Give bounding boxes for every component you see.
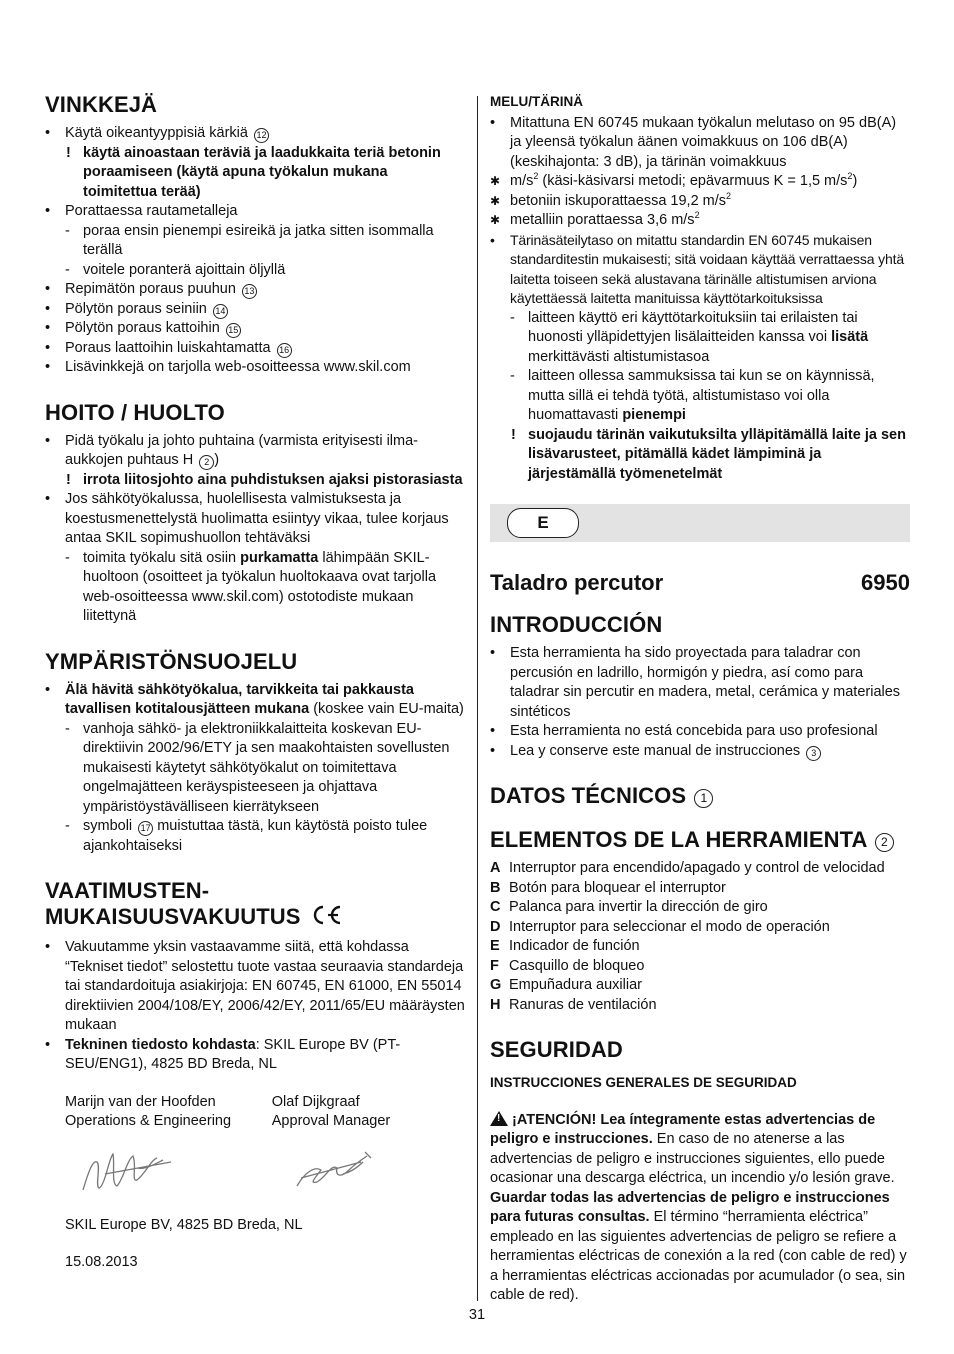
safety-paragraph: !¡ATENCIÓN! Lea íntegramente estas advertencias de peligro e instrucciones. En caso de no atenerse a las advertencias de peligro e instrucciones siguientes, ello puede ocasionar una descarga eléctrica, un incendio y/o lesión grave. Guardar todas las advertencias de peligro e instrucciones para futuras consultas. El término “herramienta eléctrica” empleado en las siguientes advertencias de peligro se refiere a herramientas eléctricas de conexión a la red (con cable de red) y a herramientas eléctricas accionadas por acumulador (o sea, sin cable de red).	[490, 1111, 910, 1306]
part-item	[490, 898, 910, 918]
heading-elementos: ELEMENTOS DE LA HERRAMIENTA 2	[490, 827, 910, 853]
part-item	[490, 996, 910, 1016]
part-item	[490, 976, 910, 996]
ref-number: 3	[806, 746, 821, 761]
part-label: Empuñadura auxiliar	[509, 977, 642, 993]
list-item: • Porattaessa rautametalleja	[45, 202, 465, 222]
heading-introduccion: INTRODUCCIÓN	[490, 612, 663, 637]
warning-triangle-icon	[490, 1111, 508, 1126]
star-item: ✱ metalliin porattaessa 3,6 $m/s^2$	[490, 211, 910, 231]
part-letter: H	[490, 996, 501, 1013]
list-item: • Lea y conserve este manual de instrucciones 3	[490, 742, 910, 762]
section-vaatimus	[45, 878, 465, 1273]
section-ymparisto	[45, 649, 465, 857]
heading-vaatimus: VAATIMUSTEN- MUKAISUUSVAKUUTUS	[45, 878, 465, 932]
ref-number: 1	[694, 789, 713, 808]
left-column	[45, 92, 465, 1273]
warning-item: ! irrota liitosjohto aina puhdistuksen ajaksi pistorasiasta	[45, 471, 465, 491]
part-item	[490, 937, 910, 957]
part-letter: D	[490, 918, 501, 935]
signature-1-icon	[75, 1140, 185, 1210]
part-letter: A	[490, 860, 501, 876]
sub-item: - laitteen käyttö eri käyttötarkoituksiin tai erilaisten tai huonosti ylläpidettyjen lisälaitteiden kanssa voi lisätä merkittävästi altistumistasoa	[490, 309, 910, 368]
list-item: • Repimätön poraus puuhun 13	[45, 280, 465, 300]
part-letter: E	[490, 938, 500, 954]
star-item: ✱ betoniin iskuporattaessa 19,2 $m/s^2$	[490, 192, 910, 212]
section-melu	[490, 92, 910, 484]
sub-item: - laitteen ollessa sammuksissa tai kun se on käynnissä, mutta sillä ei tehdä työtä, altistumistaso voi olla huomattavasti pienempi	[490, 367, 910, 426]
part-letter: C	[490, 899, 501, 915]
part-label: Palanca para invertir la dirección de giro	[509, 899, 768, 915]
part-label: Interruptor para encendido/apagado y control de velocidad	[509, 860, 885, 876]
list-item: • Lisävinkkejä on tarjolla web-osoitteessa www.skil.com	[45, 358, 465, 378]
ref-number: 17	[138, 821, 153, 836]
signatory-name: Marijn van der Hoofden	[65, 1093, 216, 1110]
heading-vinkkeja: VINKKEJÄ	[45, 92, 158, 117]
subheading-seguridad: INSTRUCCIONES GENERALES DE SEGURIDAD	[490, 1075, 797, 1090]
sub-item: - vanhoja sähkö- ja elektroniikkalaitteita koskevan EU-direktiivin 2002/96/ETY ja sen maakohtaisten sovellusten mukaisesti käytetyt sähkötyökalut on toimitettava ongelmajätteen keräyspisteeseen ja ohjattava ympäristöystävälliseen kierrätykseen	[45, 720, 465, 818]
company-address: SKIL Europe BV, 4825 BD Breda, NL	[65, 1216, 303, 1233]
ref-number: 13	[242, 284, 257, 299]
list-item: • Käytä oikeantyyppisiä kärkiä 12	[45, 124, 465, 144]
section-hoito	[45, 400, 465, 627]
product-title	[490, 570, 910, 596]
part-item	[490, 879, 910, 899]
part-item	[490, 957, 910, 977]
list-item: • Pölytön poraus kattoihin 15	[45, 319, 465, 339]
ref-number: 12	[254, 128, 269, 143]
sub-item: - symboli 17 muistuttaa tästä, kun käytöstä poisto tulee ajankohtaiseksi	[45, 817, 465, 856]
product-name: Taladro percutor	[490, 570, 664, 595]
part-item	[490, 859, 910, 879]
part-label: Ranuras de ventilación	[509, 996, 657, 1013]
page-number: 31	[468, 1307, 486, 1323]
right-column	[490, 92, 910, 1306]
column-divider	[477, 96, 478, 1301]
part-label: Indicador de función	[509, 938, 640, 954]
signatories	[65, 1093, 465, 1132]
signatory-role: Operations & Engineering	[65, 1113, 232, 1129]
ref-number: 15	[226, 323, 241, 338]
part-letter: G	[490, 977, 502, 993]
product-number: 6950	[861, 570, 910, 595]
heading-ymparisto: YMPÄRISTÖNSUOJELU	[45, 648, 298, 674]
part-label: Casquillo de bloqueo	[509, 957, 645, 974]
ref-number: 16	[277, 343, 292, 358]
ce-mark-icon	[309, 904, 343, 932]
section-vinkkeja	[45, 92, 465, 378]
ref-number: 14	[213, 304, 228, 319]
list-item: • Jos sähkötyökalussa, huolellisesta valmistuksesta ja koestusmenettelystä huolimatta esiintyy vikaa, tulee korjaus antaa SKIL sopimushuollon tehtäväksi	[45, 490, 465, 549]
star-item: ✱ $m/s^2$ (käsi-käsivarsi metodi; epävarmuus K = 1,5 $m/s^2$)	[490, 172, 910, 192]
list-item: • Tärinäsäteilytaso on mitattu standardin EN 60745 mukaisen standarditestin mukaisesti; sitä voidaan käyttää verrattaessa yhtä laitetta toiseen sekä alustavana tärinälle altistumisen arviona käytettäessä laitetta manituissa käyttötarkoituksissa	[490, 231, 910, 309]
heading-seguridad: SEGURIDAD	[490, 1037, 623, 1062]
part-label: Interruptor para seleccionar el modo de operación	[509, 918, 830, 935]
list-item: • Esta herramienta no está concebida para uso profesional	[490, 722, 910, 742]
part-letter: F	[490, 957, 499, 974]
part-letter: B	[490, 879, 501, 896]
sub-item: - poraa ensin pienempi esireikä ja jatka sitten isommalla terällä	[45, 222, 465, 261]
list-item: • Pölytön poraus seiniin 14	[45, 300, 465, 320]
part-label: Botón para bloquear el interruptor	[509, 879, 726, 896]
section-elementos	[490, 827, 910, 1015]
heading-datos: DATOS TÉCNICOS 1	[490, 783, 910, 809]
declaration-date: 15.08.2013	[65, 1254, 138, 1270]
parts-list	[490, 859, 910, 1015]
list-item: • Mitattuna EN 60745 mukaan työkalun melutaso on 95 dB(A) ja yleensä työkalun äänen voimakkuus on 106 dB(A) (keskihajonta: 3 dB), ja tärinän voimakkuus ✱ $m/s^2$ (käsi-käsivarsi metodi; epävarmuus K = 1,5 $m/s^2$) ✱ betoniin iskuporattaessa 19,2 $m/s^2$ ✱ metalliin porattaessa 3,6 $m/s^2$	[490, 114, 910, 231]
warning-item: ! suojaudu tärinän vaikutuksilta ylläpitämällä laite ja sen lisävarusteet, pitämällä kädet lämpiminä ja järjestämällä työmenetelmät	[490, 426, 910, 485]
section-seguridad	[490, 1037, 910, 1306]
list-item: • Älä hävitä sähkötyökalua, tarvikkeita tai pakkausta tavallisen kotitalousjätteen mukana (koskee vain EU-maita)	[45, 681, 465, 720]
list-item: • Pidä työkalu ja johto puhtaina (varmista erityisesti ilma-aukkojen puhtaus H 2 )	[45, 432, 465, 471]
heading-melu: MELU/TÄRINÄ	[490, 94, 583, 109]
list-item: • Tekninen tiedosto kohdasta: SKIL Europe BV (PT-SEU/ENG1), 4825 BD Breda, NL	[45, 1036, 465, 1075]
heading-hoito: HOITO / HUOLTO	[45, 399, 225, 425]
language-badge: E	[507, 508, 579, 538]
warning-item: ! käytä ainoastaan teräviä ja laadukkaita teriä betonin poraamiseen (käytä apuna työkalun mukana toimitettua terää)	[45, 144, 465, 203]
section-introduccion	[490, 612, 910, 761]
part-item	[490, 918, 910, 938]
sub-item: - toimita työkalu sitä osiin purkamatta lähimpään SKIL-huoltoon (osoitteet ja työkalun huoltokaava ovat tarjolla web-osoitteessa www.skil.com) ostotodiste mukaan liitettynä	[45, 549, 465, 627]
language-bar	[490, 504, 910, 542]
ref-number: 2	[199, 455, 214, 470]
list-item: • Poraus laattoihin luiskahtamatta 16	[45, 339, 465, 359]
sub-item: - voitele poranterä ajoittain öljyllä	[45, 261, 465, 281]
list-item: • Esta herramienta ha sido proyectada para taladrar con percusión en ladrillo, hormigón y piedra, así como para taladrar sin percutir en madera, metal, cerámica y materiales sintéticos	[490, 644, 910, 722]
section-datos	[490, 783, 910, 809]
signature-2-icon	[291, 1142, 381, 1202]
signatory-role: Approval Manager	[271, 1113, 391, 1129]
list-item: • Vakuutamme yksin vastaavamme siitä, että kohdassa “Tekniset tiedot” selostettu tuote vastaa seuraavia standardeja tai standardoituja asiakirjoja: EN 60745, EN 61000, EN 55014 direktiivien 2004/108/EY, 2006/42/EY, 2011/65/EU määräysten mukaan	[45, 938, 465, 1036]
signatory-name: Olaf Dijkgraaf	[271, 1093, 360, 1110]
signatures	[65, 1132, 465, 1202]
ref-number: 2	[875, 833, 894, 852]
